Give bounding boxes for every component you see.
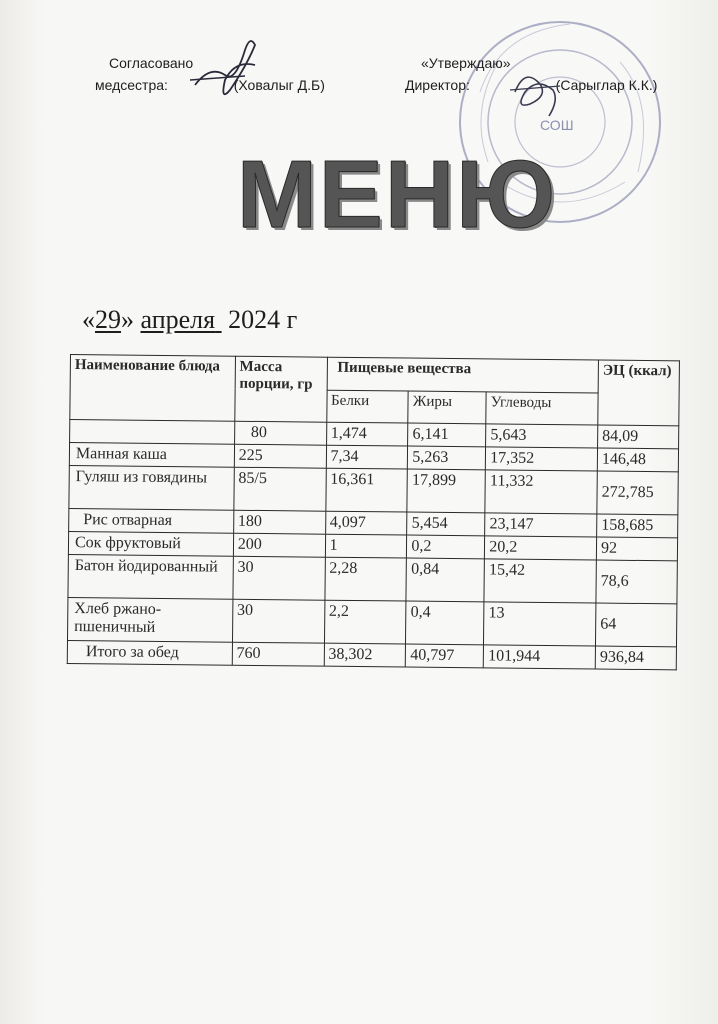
cell-energy: 158,685: [597, 514, 678, 538]
table-row: [67, 597, 676, 646]
agreed-label: Согласовано: [109, 55, 194, 71]
date-month: апреля: [140, 305, 216, 334]
cell-energy: 92: [596, 537, 677, 561]
date-open-quote: «: [82, 305, 95, 334]
page-title: МЕНЮ: [236, 141, 558, 248]
cell-energy: 146,48: [597, 448, 678, 472]
cell-carbs: 23,147: [485, 513, 597, 537]
cell-proteins: 2,2: [324, 600, 406, 644]
header-energy: ЭЦ (ккал): [598, 360, 680, 426]
cell-fats: 5,263: [408, 446, 486, 470]
director-name: (Сарыглар К.К.): [555, 77, 658, 93]
cell-energy: 936,84: [595, 646, 676, 670]
cell-fats: 0,84: [406, 558, 484, 602]
nurse-label: медсестра:: [95, 77, 168, 93]
cell-energy: 272,785: [597, 471, 678, 515]
header-mass: Масса порции, гр: [235, 356, 328, 422]
cell-proteins: 1,474: [326, 422, 408, 446]
date-year: 2024 г: [228, 305, 298, 334]
cell-name: Итого за обед: [67, 640, 232, 665]
cell-proteins: 7,34: [326, 445, 408, 469]
cell-name: Гуляш из говядины: [69, 465, 234, 510]
cell-mass: 80: [234, 421, 326, 445]
cell-mass: 200: [233, 533, 325, 557]
cell-proteins: 1: [325, 534, 407, 558]
cell-carbs: 101,944: [484, 645, 596, 669]
menu-date: [82, 305, 297, 335]
cell-proteins: 16,361: [325, 468, 407, 512]
cell-proteins: 38,302: [324, 643, 406, 667]
director-label: Директор:: [405, 77, 470, 93]
cell-mass: 760: [232, 642, 324, 666]
approve-label: «Утверждаю»: [421, 55, 511, 71]
table-row: [68, 554, 677, 603]
cell-name: Хлеб ржано-пшеничный: [67, 597, 232, 642]
cell-carbs: 20,2: [485, 536, 597, 560]
cell-carbs: 5,643: [486, 424, 598, 448]
cell-fats: 17,899: [407, 469, 485, 513]
cell-carbs: 17,352: [486, 447, 598, 471]
cell-fats: 40,797: [406, 644, 484, 668]
cell-carbs: 13: [484, 602, 596, 646]
nurse-signature: [185, 30, 265, 105]
cell-name: Манная каша: [69, 443, 234, 468]
cell-energy: 78,6: [596, 560, 677, 604]
header-carbs: Углеводы: [486, 391, 598, 425]
cell-proteins: 4,097: [325, 511, 407, 535]
cell-energy: 84,09: [598, 425, 679, 449]
cell-carbs: 11,332: [485, 470, 597, 514]
cell-name: Сок фруктовый: [68, 531, 233, 556]
cell-energy: 64: [596, 603, 677, 647]
cell-mass: 225: [234, 444, 326, 468]
cell-fats: 0,4: [406, 601, 484, 645]
stamp-text: СОШ: [540, 117, 574, 133]
cell-name: [70, 420, 235, 445]
cell-mass: 85/5: [234, 467, 326, 511]
cell-mass: 30: [232, 599, 324, 643]
cell-fats: 0,2: [407, 535, 485, 559]
header-dish: Наименование блюда: [70, 355, 235, 422]
header-proteins: Белки: [326, 390, 408, 423]
date-close-quote: »: [121, 305, 134, 334]
cell-mass: 30: [233, 556, 325, 600]
cell-fats: 5,454: [407, 512, 485, 536]
director-signature: [500, 62, 570, 122]
cell-fats: 6,141: [408, 423, 486, 447]
table-row: [69, 465, 678, 514]
cell-mass: 180: [233, 510, 325, 534]
cell-proteins: 2,28: [324, 557, 406, 601]
header-nutrients: Пищевые вещества: [327, 357, 599, 392]
header-fats: Жиры: [408, 391, 486, 424]
cell-name: Батон йодированный: [68, 554, 233, 599]
date-day: 29: [95, 305, 121, 334]
cell-name: Рис отварная: [69, 508, 234, 533]
nurse-name: (Ховалыг Д.Б): [233, 77, 325, 93]
menu-table: [67, 354, 680, 670]
cell-carbs: 15,42: [484, 559, 596, 603]
